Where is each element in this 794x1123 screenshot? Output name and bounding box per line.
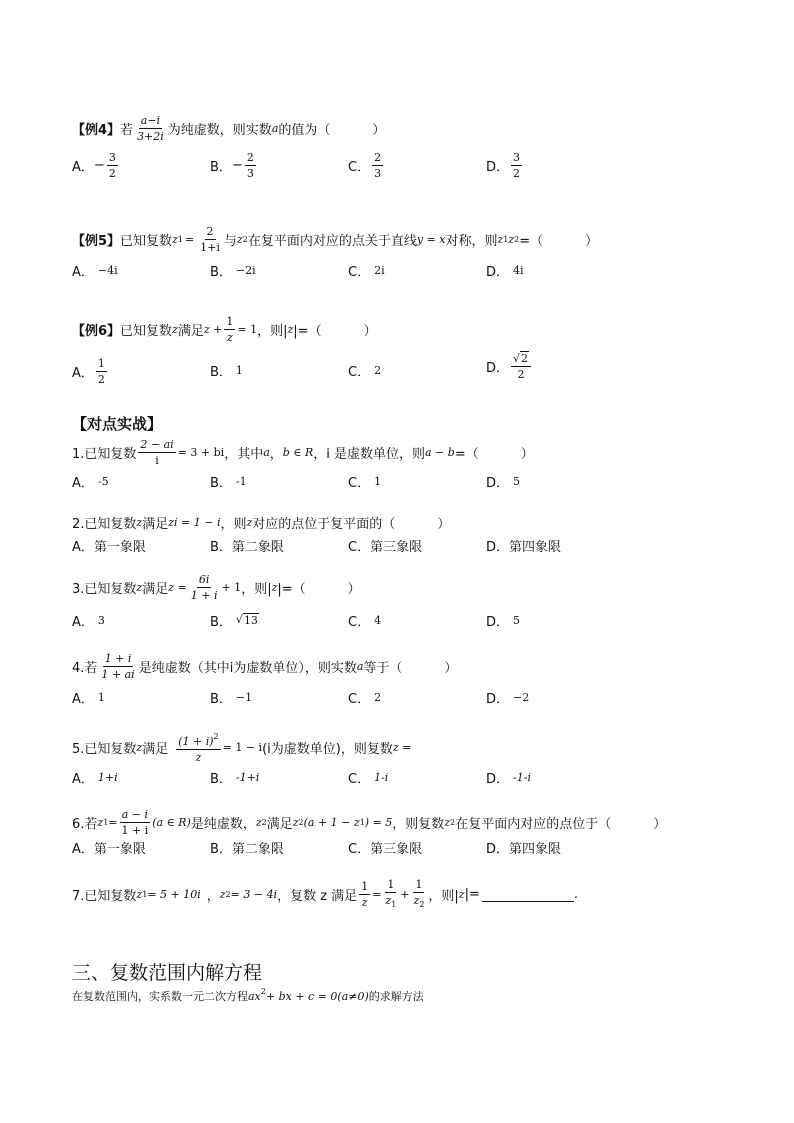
section-description: 在复数范围内，实系数一元二次方程$ax^2+$ bx + c = 0(a≠0)的求解方法: [72, 987, 424, 1003]
option-a[interactable]: A． $\frac{1}{2}$: [72, 357, 105, 386]
answer-blank[interactable]: [482, 887, 574, 902]
question-1: 1.已知复数 $\frac{2 - ai}{i}$ = 3 + bi ，其中 a ， b ∈ R ，i 是虚数单位，则 a − b =（ ）: [72, 438, 534, 467]
option-a[interactable]: A． 第一象限: [72, 842, 146, 857]
question-7: 7.已知复数 z 1 = 5 + 10i ， z 2 = 3 − 4i ，复数 z 满足 $\frac{1}{z}$ = $\frac{1}{z_1}$ + $\frac{1}{z_2}$ ，则| z |= .: [72, 878, 579, 909]
example-tag: 【例6】: [72, 324, 121, 339]
option-d[interactable]: D． $\frac{3}{2}$: [486, 151, 521, 180]
option-a[interactable]: A． 第一象限: [72, 540, 146, 555]
option-c[interactable]: C． 1: [348, 475, 382, 491]
question-4: 4.若 $\frac{1 + i}{1 + ai}$ 是纯虚数（其中i为虚数单位），则实数 a 等于（ ）: [72, 652, 458, 681]
option-a[interactable]: A． 1+i: [72, 771, 118, 787]
practice-heading: 【对点实战】: [72, 415, 163, 433]
example-5-question: 【例5】 已知复数 z 1 = $\frac{2}{1+i}$ 与 z 2 在复平面内对应的点关于直线 y = x 对称，则 z 1 z 2 =（ ）: [72, 225, 599, 254]
option-c[interactable]: C． 第三象限: [348, 842, 423, 857]
option-b[interactable]: B． −2i: [210, 264, 256, 280]
option-d[interactable]: D． 第四象限: [486, 540, 562, 555]
example-tag: 【例4】: [72, 123, 121, 138]
option-a[interactable]: A． 3: [72, 614, 105, 630]
option-d[interactable]: D． 5: [486, 475, 521, 491]
option-c[interactable]: C． 1-i: [348, 771, 389, 787]
option-b[interactable]: B． √ 13: [210, 613, 258, 630]
question-3: 3.已知复数 z 满足 z = $\frac{6i}{1 + i}$ + 1 ，则| z |=（ ）: [72, 573, 361, 602]
option-b[interactable]: B． − $\frac{2}{3}$: [210, 151, 254, 180]
option-d[interactable]: D． -1-i: [486, 771, 531, 787]
option-d[interactable]: D． 4i: [486, 264, 524, 280]
example-6-question: 【例6】 已知复数 z 满足 z + $\frac{1}{z}$ = 1 ，则| z |=（ ）: [72, 315, 377, 344]
fraction: $\frac{a-i}{3+2i}$: [137, 114, 164, 143]
option-a[interactable]: A． -5: [72, 475, 109, 491]
option-d[interactable]: D． √ 2 2: [486, 351, 533, 382]
option-b[interactable]: B． −1: [210, 691, 253, 707]
option-c[interactable]: C． 4: [348, 614, 382, 630]
option-d[interactable]: D． −2: [486, 691, 530, 707]
option-a[interactable]: A． − $\frac{3}{2}$: [72, 151, 116, 180]
option-b[interactable]: B． 1: [210, 364, 243, 380]
option-c[interactable]: C． 2i: [348, 264, 385, 280]
option-b[interactable]: B． -1: [210, 475, 247, 491]
question-2: 2.已知复数 z 满足 zi = 1 − i ，则 z 对应的点位于复平面的（ ）: [72, 516, 451, 532]
option-b[interactable]: B． 第二象限: [210, 540, 284, 555]
option-a[interactable]: A． 1: [72, 691, 105, 707]
example-tag: 【例5】: [72, 234, 121, 249]
option-c[interactable]: C． 2: [348, 691, 382, 707]
option-c[interactable]: C． 第三象限: [348, 540, 423, 555]
example-4-question: 【例4】 若 $\frac{a-i}{3+2i}$ 为纯虚数，则实数 a 的值为（ ）: [72, 114, 386, 143]
option-a[interactable]: A． −4i: [72, 264, 118, 280]
option-d[interactable]: D． 第四象限: [486, 842, 562, 857]
question-5: 5.已知复数 z 满足 $\frac{(1 + i)^2}{z}$ = 1 − i (i为虚数单位)，则复数 z =: [72, 729, 411, 765]
question-6: 6.若 z 1 = $\frac{a - i}{1 + i}$ (a ∈ R) 是纯虚数， z 2 满足 z 2 (a + 1 − z 1 ) = 5 ，则复数 z 2 在复平面内对应的点位于（ ）: [72, 808, 667, 837]
option-d[interactable]: D． 5: [486, 614, 521, 630]
option-c[interactable]: C． $\frac{2}{3}$: [348, 151, 382, 180]
option-b[interactable]: B． -1+i: [210, 771, 260, 787]
option-b[interactable]: B． 第二象限: [210, 842, 284, 857]
option-c[interactable]: C． 2: [348, 364, 382, 380]
section-title: 三、复数范围内解方程: [72, 962, 263, 984]
